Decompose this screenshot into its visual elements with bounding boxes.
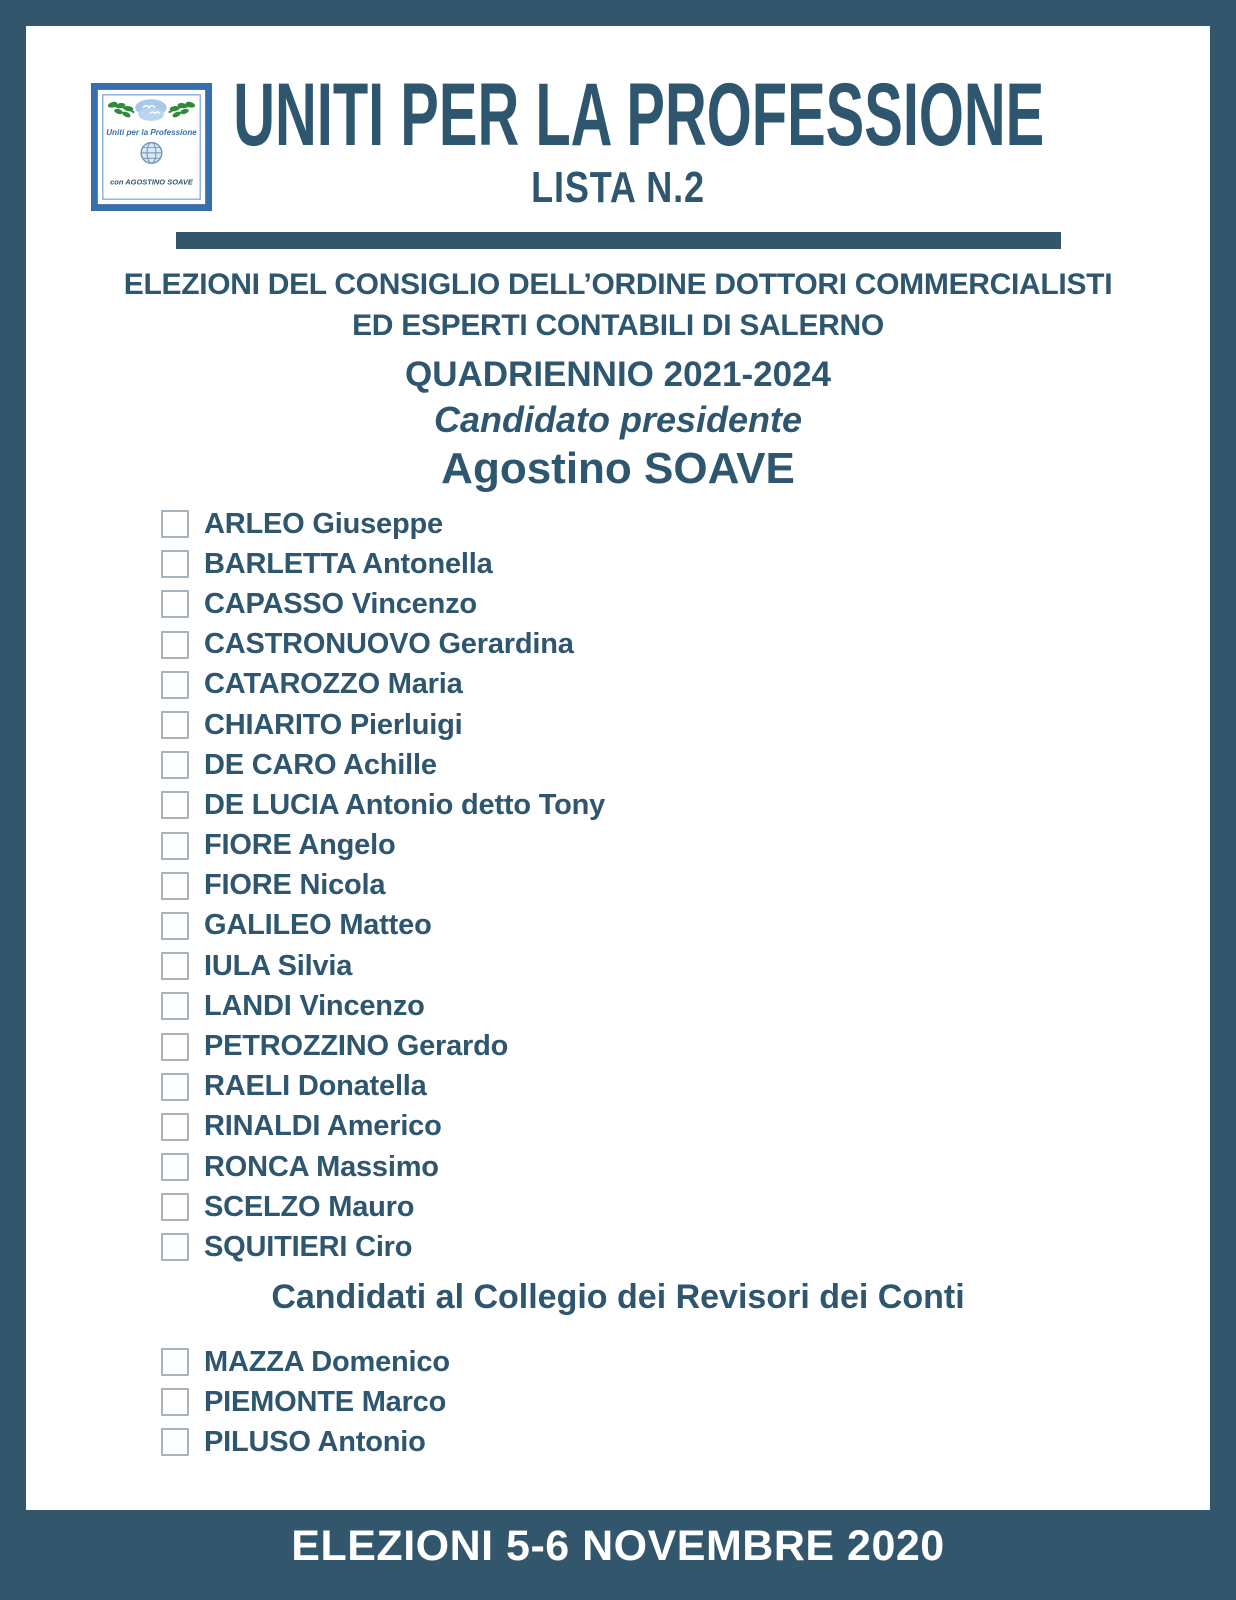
candidate-row xyxy=(161,1026,605,1066)
candidate-name: GALILEO Matteo xyxy=(204,909,432,942)
candidate-row xyxy=(161,826,605,866)
candidate-row xyxy=(161,785,605,825)
candidate-checkbox[interactable] xyxy=(161,952,189,980)
candidate-row xyxy=(161,866,605,906)
candidate-name: PILUSO Antonio xyxy=(204,1425,426,1458)
candidate-name: LANDI Vincenzo xyxy=(204,989,425,1022)
candidate-row xyxy=(161,625,605,665)
candidate-checkbox[interactable] xyxy=(161,671,189,699)
candidate-name: RONCA Massimo xyxy=(204,1150,439,1183)
council-candidate-list xyxy=(161,504,605,1268)
election-intro xyxy=(26,264,1210,396)
candidate-row xyxy=(161,705,605,745)
candidate-checkbox[interactable] xyxy=(161,1428,189,1456)
doves-cloud-icon xyxy=(135,99,167,121)
candidate-row xyxy=(161,946,605,986)
candidate-name: ARLEO Giuseppe xyxy=(204,507,443,540)
candidate-row xyxy=(161,745,605,785)
candidate-checkbox[interactable] xyxy=(161,1153,189,1181)
candidate-name: BARLETTA Antonella xyxy=(204,547,493,580)
candidate-name: CATAROZZO Maria xyxy=(204,668,463,701)
candidate-checkbox[interactable] xyxy=(161,992,189,1020)
candidate-row xyxy=(161,906,605,946)
candidate-row xyxy=(161,665,605,705)
candidate-row xyxy=(161,1342,450,1382)
election-line-2: ED ESPERTI CONTABILI DI SALERNO xyxy=(352,309,884,342)
candidate-row xyxy=(161,1422,450,1462)
candidate-checkbox[interactable] xyxy=(161,1348,189,1376)
logo-org-name: Uniti per la Professione xyxy=(106,127,198,138)
candidate-row xyxy=(161,1187,605,1227)
candidate-checkbox[interactable] xyxy=(161,912,189,940)
candidate-row xyxy=(161,504,605,544)
candidate-row xyxy=(161,1107,605,1147)
election-dates-banner: ELEZIONI 5-6 NOVEMBRE 2020 xyxy=(291,1522,945,1570)
candidate-checkbox[interactable] xyxy=(161,1193,189,1221)
candidate-name: SCELZO Mauro xyxy=(204,1190,415,1223)
candidate-row xyxy=(161,1382,450,1422)
globe-icon xyxy=(141,143,162,164)
candidate-name: CAPASSO Vincenzo xyxy=(204,587,477,620)
candidate-row xyxy=(161,584,605,624)
candidate-name: CASTRONUOVO Gerardina xyxy=(204,628,574,661)
candidate-checkbox[interactable] xyxy=(161,711,189,739)
candidate-name: FIORE Nicola xyxy=(204,869,386,902)
candidate-checkbox[interactable] xyxy=(161,510,189,538)
candidate-checkbox[interactable] xyxy=(161,1233,189,1261)
flyer-paper xyxy=(26,26,1210,1510)
candidate-checkbox[interactable] xyxy=(161,1388,189,1416)
candidate-checkbox[interactable] xyxy=(161,1073,189,1101)
candidate-checkbox[interactable] xyxy=(161,550,189,578)
president-block xyxy=(26,398,1210,494)
candidate-name: FIORE Angelo xyxy=(204,829,396,862)
candidate-row xyxy=(161,986,605,1026)
candidate-row xyxy=(161,544,605,584)
list-title: UNITI PER LA PROFESSIONE xyxy=(233,64,1045,164)
candidate-checkbox[interactable] xyxy=(161,751,189,779)
candidate-checkbox[interactable] xyxy=(161,590,189,618)
candidate-row xyxy=(161,1227,605,1267)
candidate-checkbox[interactable] xyxy=(161,1033,189,1061)
revisori-heading: Candidati al Collegio dei Revisori dei Conti xyxy=(271,1278,965,1316)
election-line-1: ELEZIONI DEL CONSIGLIO DELL’ORDINE DOTTORI COMMERCIALISTI xyxy=(123,268,1113,301)
header-divider-bar xyxy=(176,232,1061,249)
candidate-checkbox[interactable] xyxy=(161,1113,189,1141)
candidate-name: PIEMONTE Marco xyxy=(204,1385,447,1418)
election-term: QUADRIENNIO 2021-2024 xyxy=(405,355,831,394)
candidate-name: RINALDI Americo xyxy=(204,1110,442,1143)
revisori-candidate-list xyxy=(161,1342,450,1463)
candidate-name: IULA Silvia xyxy=(204,949,353,982)
candidate-checkbox[interactable] xyxy=(161,631,189,659)
candidate-name: RAELI Donatella xyxy=(204,1070,427,1103)
candidate-name: DE LUCIA Antonio detto Tony xyxy=(204,788,606,821)
candidate-checkbox[interactable] xyxy=(161,791,189,819)
list-number: LISTA N.2 xyxy=(531,163,705,212)
president-name: Agostino SOAVE xyxy=(441,444,795,493)
candidate-row xyxy=(161,1147,605,1187)
candidate-name: SQUITIERI Ciro xyxy=(204,1230,413,1263)
candidate-checkbox[interactable] xyxy=(161,832,189,860)
logo-tagline: con AGOSTINO SOAVE xyxy=(110,177,194,187)
candidate-checkbox[interactable] xyxy=(161,872,189,900)
candidate-name: PETROZZINO Gerardo xyxy=(204,1030,509,1063)
candidate-name: CHIARITO Pierluigi xyxy=(204,708,463,741)
candidate-row xyxy=(161,1067,605,1107)
candidate-name: MAZZA Domenico xyxy=(204,1345,450,1378)
candidate-name: DE CARO Achille xyxy=(204,748,437,781)
president-label: Candidato presidente xyxy=(433,399,803,440)
